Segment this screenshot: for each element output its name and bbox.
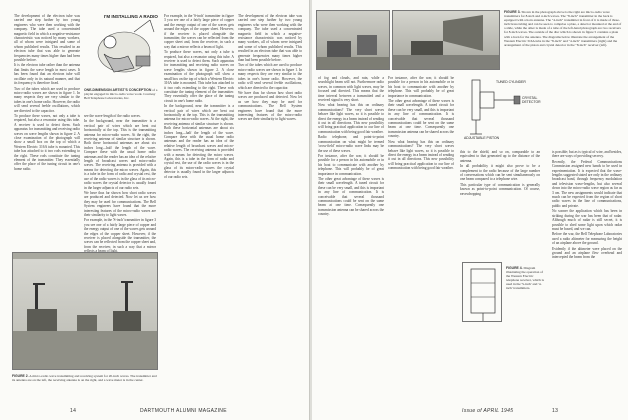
fig4-caption (506, 266, 546, 322)
paragraph: Before the war, the Bell Telephone Laboratories used a radio altimeter for measuring the height of an airplane above the ground. (552, 232, 622, 246)
paragraph: This particular type of communication is generally known as point-to-point communication. Of course, eavesdropping (460, 182, 540, 196)
cartoon-illustration (84, 12, 160, 84)
paragraph: For example, in the 'S-inch' transmitter in figure 3 you see one of a fairly large piece of copper and the energy output of one of the waves gets around the edges of the copper sheet. However, if the receiver is placed alongside the transmitter, the waves can be reflected from the copper sheet and, from the receiver, in such a way that a mirror reflects a beam of light. (164, 14, 234, 49)
lab-equipment-photo (13, 253, 158, 370)
right-footer: Issue of APRIL 1945 (462, 408, 514, 414)
paragraph: Two of the tubes which are used to produce micro-radio waves are shown in figure 1. In many respects they are very similar to the tubes in one's home radio. However, the radio will send several feeble oscillations, which are directed to the capacitor. (238, 63, 302, 90)
fig3-photo-left (316, 10, 390, 70)
fig3-caption-text: Shown in the photograph above is the right are micro-radio wave transmitters for 8-inch and 4-inch waves. The "8-inch" transmitter in the back is equipped with a horn antenna. The "4-inch" transmitter in front of it is made of three-inch brass tubing and can be seen to comprise a plate, a detector mounted at the end of a slide, while the other is made of a tube of the left-hand photograph are two receivers for 8-inch waves. The outside of the disc which is shown in figure 5 contains a plate with a horn for the antenna. The diagrams below illustrate the arrangement of the Western Electric 316A tube in the "8-inch" and "4-inch" transmitters (right) and the arrangement of the piston and crystal detector in the "8-inch" receiver (left). (504, 10, 622, 47)
receiver-photo (317, 11, 390, 70)
left-col-4 (238, 14, 302, 370)
fig3-photo-right (392, 10, 500, 70)
left-col-3 (164, 14, 234, 370)
right-page (312, 0, 628, 420)
paragraph: In all probability it might also prove to be a complement to the radio because of the large number of conversations which can be sent simultaneously on one beam compared to a telephone wire. (460, 164, 540, 182)
fig1-caption-title: ONE-DIMENSION ARTIST'S CONCEPTION (84, 88, 152, 92)
detector-diagram (462, 74, 552, 144)
paragraph: Recently, the Federal Communications Commission assigned new bands to be used in experimentation. It is expected that the wave-lengths suggested stated are only in the ordinary broadcast band, through frequency modulation and television wave-lengths, but also several down into the micro-radio wave region as far as 3 cm. The new assignments would indicate that much can be expected from the region of short radio waves in the line of communications, public and private. (552, 159, 622, 208)
paragraph: is possible; but as is typical of wire, and besides, there are ways of providing secrecy. (552, 150, 622, 159)
crystal-detector-label: CRYSTAL DETECTOR (522, 96, 541, 104)
paragraph: The development of the electron tube was carried one step further by two young engineers who were then working with the company. The tube used a concentrated magnetic field in which a negative-resistance characteristic was noticed by many workers, all of whom were intrigued and some of whom published results. This resulted in an electron tube that was able to generate frequencies many times higher than had been possible before. (14, 14, 80, 63)
fig3-caption-title: FIGURE 3. (504, 10, 521, 14)
left-folio: 14 (70, 408, 77, 414)
cartoon-figure (84, 12, 160, 84)
fig3-caption (504, 10, 622, 70)
telephone-receiver-diagram (463, 263, 502, 322)
detector-diagram-drawing (462, 74, 552, 144)
fig1-caption (84, 88, 160, 110)
left-page (0, 0, 310, 420)
paragraph: The development of the electron tube was carried one step further by two young engineers who were then working with the company. The tube used a concentrated magnetic field in which a negative-resistance characteristic was noticed by many workers, all of whom were intrigued and some of whom published results. This resulted in an electron tube that was able to generate frequencies many times higher than had been possible before. (238, 14, 302, 63)
fig4-diagram (462, 262, 502, 322)
right-col-3 (460, 150, 540, 250)
paragraph: No sooner the application which has been in striking during the war has been that of radar. Although much of radar is still secret, it is possible to shed some light upon which radar must be based, and we can. (552, 209, 622, 231)
paragraph: The other great advantage of these waves is their small wavelength. A tuned circuit for these can be very small, and this is important in any line of communication. It is conceivable that several thousand communications could be sent on the same beam at one time. Consequently one transmission antenna can be shared across the country. (388, 99, 454, 139)
paragraph: of fog and clouds, and rain, while a searchlight beam will not. Furthermore radio waves, in common with light waves, may be focused and directed. This means that the time interval between a transmitted and a received signal is very short. (318, 76, 384, 103)
paragraph: To produce these waves, not only a tube is required, but also a resonator using this tube. A receiver is used to detect them. Such apparatus for transmitting and receiving radio waves on wave lengths shown in figure 2. A close examination of the photograph will show a small box on the top of which a Western Electric 316A tube is mounted. This tube has attached to it two rods extending to the right. These rods constitute the tuning element of the transmitter. They essentially offer the place of the tuning circuit in one's home radio. (164, 50, 234, 103)
right-col-4 (552, 150, 622, 396)
paragraph: For example, in the 'S-inch' transmitter in figure 3 you see one of a fairly large piece of copper and the energy output of one of the waves gets around the edges of the copper sheet. However, if the receiver is placed alongside the transmitter, the waves can be reflected from the copper sheet and, from the receiver, in such a way that a mirror (84, 218, 156, 249)
left-footer: DARTMOUTH ALUMNI MAGAZINE (140, 408, 227, 414)
paragraph: It is the electron tube rather than the antenna that limits the wave length in most cases. It has been found that an electron tube will oscillate only in its natural manner, and that its frequency is therefore fixed. (14, 63, 80, 86)
fig4-caption-title: FIGURE 4. (506, 266, 523, 270)
cartoon-speech-label: I'M INSTALLING A RADIO (104, 14, 158, 19)
paragraph: Two of the tubes which are used to produce micro-radio waves are shown in figure 1. In many respects they are very similar to the tubes in one's home radio. However, the radio will send several feeble oscillations, which are directed to the capacitor. (14, 86, 80, 113)
right-col-1 (318, 76, 384, 396)
fig2-photo (12, 252, 158, 370)
left-col-1 (14, 14, 80, 244)
fig2-caption-text: A micro-radio wave transmitting and receiving system for 20-inch waves. The transmitter and its antenna are on the left, the receiving antenna is on the right, and a wave meter is in the center. (12, 374, 157, 383)
fig2-caption-title: FIGURE 2. (12, 374, 29, 378)
paragraph: For instance, after the war, it should be possible for a person in his automobile or in his boat to communicate with another by telephone. This will probably be of great importance in communication. (318, 153, 384, 176)
paragraph: We have thus far shown how short radio waves are produced and detected. Now let us see how they may be used for communications. The Bell System engineers have found that the more interesting features of the micro-radio waves are their similarity to light waves. (84, 190, 156, 217)
transmitter-photo (393, 11, 500, 70)
paragraph: To produce these waves, not only a tube is required, but also a resonator using this tube. A receiver is used to detect them. Such apparatus for transmitting and receiving radio waves on wave lengths shown in figure 2. A close examination of the photograph will show a small box on the top of which a Western Electric 316A tube is mounted. This tube has attached to it two rods extending to the right. These rods constitute the tuning element of the transmitter. They essentially offer the place of the tuning circuit in one's home radio. (14, 113, 80, 171)
paragraph: Now what bearing has this on ordinary communications? The very short waves behave like light waves, so it is possible to direct the energy in a beam instead of sending it out in all directions. This new possibility will bring practical application to our line of communication with being good fair weather. (318, 103, 384, 134)
paragraph: see the wave-length of the radio waves. (84, 114, 141, 118)
paragraph: Now what bearing has this on ordinary communications? The very short waves behave like light waves, so it is possible to direct the energy in a beam instead of sending it out in all directions. This new possibility will bring practical application to our line of communication with being good fair weather. (388, 139, 454, 171)
fig2-caption (12, 374, 158, 392)
fig4-caption-text: Diagram illustrating the operation of the Western Electric telephone receiver, which is used in the 'S-inch' and '4-inch' transmitters. (506, 266, 544, 291)
paragraph: Radio telephone, and point-to-point communication on what might be termed 'cross-field' micro-radio wave links may be the use of these waves. (318, 135, 384, 153)
fig1-caption-text: of a playlet engaged in micro-radio wave work. Courtesy Bell Telephone Laboratories, Inc. (84, 88, 158, 101)
paragraph: For instance, after the war, it should be possible for a person in his automobile or in his boat to communicate with another by telephone. This will probably be of great importance in communication. (388, 76, 454, 98)
adjustable-piston-label: ADJUSTABLE PISTON (464, 136, 500, 140)
paragraph: Evidently if the altimeter were placed on the ground and an airplane flew overhead and intercepted the beam from the (552, 246, 622, 260)
right-folio: 13 (552, 408, 559, 414)
tuned-cylinder-label: TUNED CYLINDER (496, 80, 526, 84)
paragraph: In the background, near the transmitter is a vertical pair of wires which are bent out horizontally at the top. This is the transmitting antenna for micro-radio waves. At the right, the receiving antenna of similar structure is shown. Both these horizontal antennas are about six inches long—half the length of the wave. Compare these with the usual home radio antennas and the reader has an idea of the relative length of broadcast waves and micro-radio waves. The receiving antenna is provided with a means for detecting the micro waves. Again, this is a tube in the form of radio and crystal rest, the use of the radio waves is in the glass of its micro-radio waves the crystal detector is usually found in the larger adjuncts of our radio sets. (84, 119, 156, 190)
paragraph: The other great advantage of these waves is their small wavelength. A tuned circuit for these can be very small, and this is important in any line of communication. It is conceivable that several thousand communications could be sent on the same beam at one time. Consequently one transmission antenna can be shared across the country. (318, 176, 384, 217)
paragraph: We have thus far shown how short radio waves are produced and detected. Now let us see how they may be used for communications. The Bell System engineers have found that the more interesting features of the micro-radio waves are their similarity to light waves. (238, 90, 302, 122)
paragraph: this to the shield, and so on, comparable to an equivalent to that generated up to the distance of the antenna. (460, 150, 540, 163)
paragraph: In the background, near the transmitter is a vertical pair of wires which are bent out horizontally at the top. This is the transmitting antenna for micro-radio waves. At the right, the receiving antenna of similar structure is shown. Both these horizontal antennas are about six inches long—half the length of the wave. Compare these with the usual home radio antennas and the reader has an idea of the relative length of broadcast waves and micro-radio waves. The receiving antenna is provided with a means for detecting the micro waves. Again, this is a tube in the form of radio and crystal rest, the use of the radio waves is in the glass of its micro-radio waves the crystal detector is usually found in the larger adjuncts of our radio sets. (164, 104, 234, 179)
right-col-2 (388, 76, 454, 396)
